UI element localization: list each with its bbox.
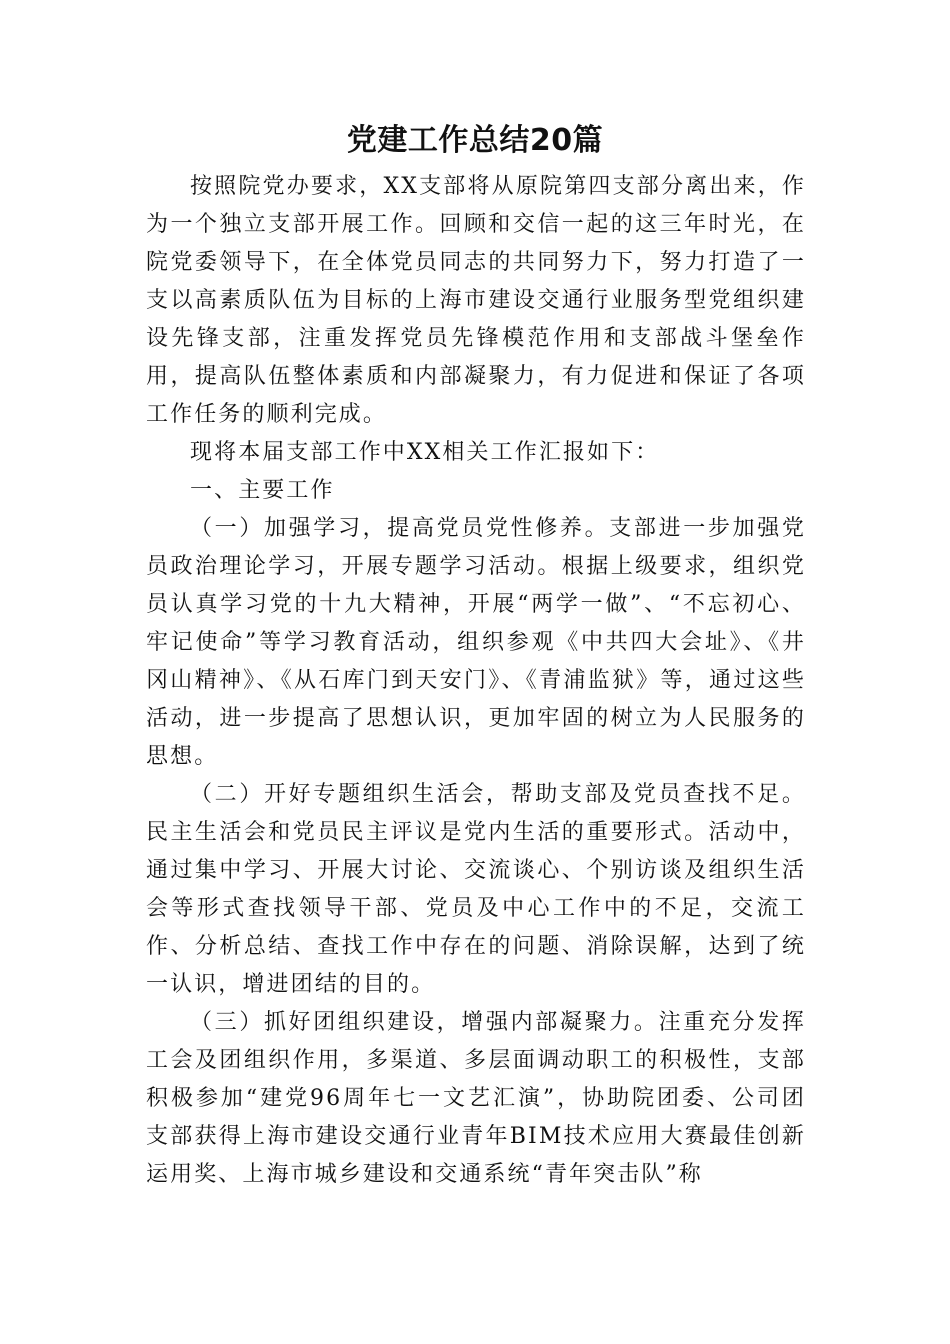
paragraph-item-3: （三）抓好团组织建设，增强内部凝聚力。注重充分发挥工会及团组织作用，多渠道、多层面调动职工的积极性，支部积极参加“建党96周年七一文艺汇演”，协助院团委、公司团支部获得上海市建设交通行业青年BIM技术应用大赛最佳创新运用奖、上海市城乡建设和交通系统“青年突击队”称 — [146, 1010, 806, 1187]
section-heading-main-work: 一、主要工作 — [190, 478, 335, 503]
paragraph-intro: 按照院党办要求，XX支部将从原院第四支部分离出来，作为一个独立支部开展工作。回顾和交信一起的这三年时光，在院党委领导下，在全体党员同志的共同努力下，努力打造了一支以高素质队伍为目标的上海市建设交通行业服务型党组织建设先锋支部，注重发挥党员先锋模范作用和支部战斗堡垒作用，提高队伍整体素质和内部凝聚力，有力促进和保证了各项工作任务的顺利完成。 — [146, 174, 806, 427]
document-body — [146, 168, 806, 1194]
document-title: 党建工作总结20篇 — [346, 123, 604, 158]
paragraph-item-1: （一）加强学习，提高党员党性修养。支部进一步加强党员政治理论学习，开展专题学习活动。根据上级要求，组织党员认真学习党的十九大精神，开展“两学一做”、“不忘初心、牢记使命”等学习教育活动，组织参观《中共四大会址》、《井冈山精神》、《从石库门到天安门》、《青浦监狱》等，通过这些活动，进一步提高了思想认识，更加牢固的树立为人民服务的思想。 — [146, 516, 806, 769]
paragraph-report-lead: 现将本届支部工作中XX相关工作汇报如下： — [190, 440, 660, 465]
paragraph-item-2: （二）开好专题组织生活会，帮助支部及党员查找不足。民主生活会和党员民主评议是党内生活的重要形式。活动中，通过集中学习、开展大讨论、交流谈心、个别访谈及组织生活会等形式查找领导干部、党员及中心工作中的不足，交流工作、分析总结、查找工作中存在的问题、消除误解，达到了统一认识，增进团结的目的。 — [146, 782, 806, 997]
